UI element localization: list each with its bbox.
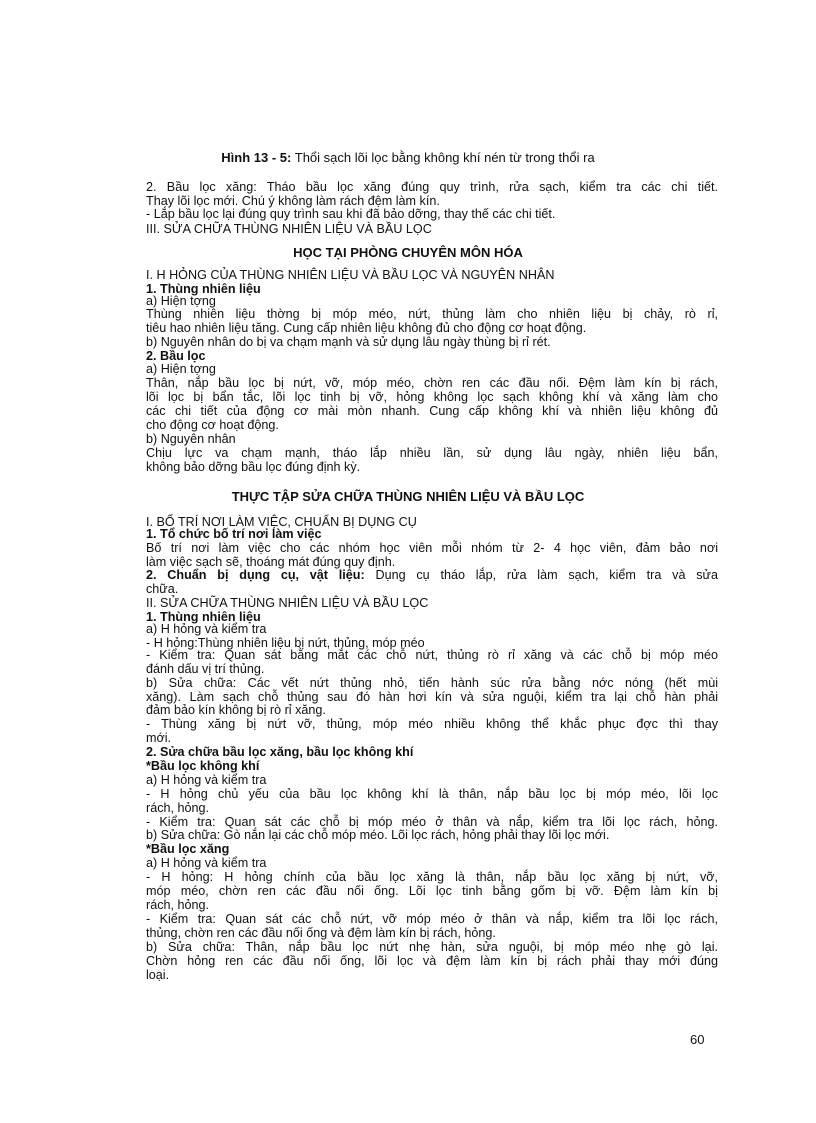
figure-caption — [0, 151, 816, 166]
text-line: 1. Thùng nhiên liệu — [146, 282, 261, 296]
text-line: Thân, nắp bầu lọc bị nứt, vỡ, móp méo, chờn ren các đầu nối. Đệm làm kín bị rách, — [146, 376, 718, 390]
text-line: *Bầu lọc xăng — [146, 842, 230, 856]
text-line: Bố trí nơi làm việc cho các nhóm học viên mỗi nhóm từ 2- 4 học viên, đảm bảo nơi — [146, 541, 718, 555]
text-line: b) Nguyên nhân — [146, 432, 236, 446]
text-line: - Kiểm tra: Quan sát bằng mắt các chỗ nứt, thủng rò rỉ xăng và các chỗ bị móp méo — [146, 648, 718, 662]
text-line: - Kiểm tra: Quan sát các chỗ bị móp méo ở thân và nắp, kiểm tra lõi lọc rách, hỏng. — [146, 815, 718, 829]
text-line: *Bầu lọc không khí — [146, 759, 260, 773]
figure-caption-text: Thổi sạch lõi lọc bằng không khí nén từ trong thổi ra — [291, 150, 595, 165]
page-number: 60 — [690, 1032, 705, 1047]
text-line: cho động cơ hoạt động. — [146, 418, 279, 432]
text-line: - H hỏng chủ yếu của bầu lọc không khí là thân, nắp bầu lọc bị móp méo, lõi lọc — [146, 787, 718, 801]
text-line: 2. Sửa chữa bầu lọc xăng, bầu lọc không khí — [146, 745, 414, 759]
text-line: mới. — [146, 731, 172, 745]
text-line: móp méo, chờn ren các đầu nối ống. Lõi lọc tinh bằng gốm bị vỡ. Đệm làm kín bị — [146, 884, 718, 898]
text-line: a) Hiện tợng — [146, 362, 216, 376]
figure-caption-label: Hình 13 - 5: — [221, 150, 292, 165]
text-line: Thùng nhiên liệu thờng bị móp méo, nứt, thủng làm cho nhiên liệu bị chảy, rò rỉ, — [146, 307, 718, 321]
text-line: a) H hỏng và kiểm tra — [146, 856, 267, 870]
text-line: Thay lõi lọc mới. Chú ý không làm rách đệm làm kín. — [146, 194, 440, 208]
text-line: - Thùng xăng bị nứt vỡ, thủng, móp méo nhiều không thể khắc phục đợc thì thay — [146, 717, 718, 731]
text-line: III. SỬA CHỮA THÙNG NHIÊN LIỆU VÀ BẦU LỌC — [146, 222, 432, 236]
text-line: b) Nguyên nhân do bị va chạm mạnh và sử dụng lâu ngày thùng bị rỉ rét. — [146, 335, 551, 349]
text-line: a) H hỏng và kiểm tra — [146, 773, 267, 787]
text-line: - H hỏng: H hỏng chính của bầu lọc xăng là thân, nắp bầu lọc xăng bị nứt, vỡ, — [146, 870, 718, 884]
text-line: lõi lọc bị bẩn tắc, lõi lọc tinh bị vỡ, hỏng không lọc sạch không khí và xăng làm cho — [146, 390, 718, 404]
text-line: I. BỐ TRÍ NƠI LÀM VIỆC, CHUẨN BỊ DỤNG CỤ — [146, 515, 417, 529]
section-heading-2: THỰC TẬP SỬA CHỮA THÙNG NHIÊN LIỆU VÀ BẦU LỌC — [231, 489, 585, 504]
text-line-bold: 2. Chuẩn bị dụng cụ, vật liệu: — [146, 568, 365, 582]
text-line: 1. Tổ chức bố trí nơi làm việc — [146, 527, 322, 541]
text-line — [146, 568, 718, 583]
text-line: a) Hiện tợng — [146, 294, 216, 308]
text-line: thủng, chờn ren các đầu nối ống và đệm làm kín bị rách, hỏng. — [146, 926, 496, 940]
text-line: rách, hỏng. — [146, 898, 210, 912]
text-line: đảm bảo kín không bị rò rỉ xăng. — [146, 703, 326, 717]
text-line-rest: Dụng cụ tháo lắp, rửa làm sạch, kiểm tra và sửa — [364, 568, 718, 582]
text-line: không bảo dỡng bầu lọc đúng định kỳ. — [146, 460, 361, 474]
text-line: - Lắp bầu lọc lại đúng quy trình sau khi đã bảo dỡng, thay thế các chi tiết. — [146, 207, 556, 221]
text-line: I. H HỎNG CỦA THÙNG NHIÊN LIỆU VÀ BẦU LỌC VÀ NGUYÊN NHÂN — [146, 268, 555, 282]
text-line: a) H hỏng và kiểm tra — [146, 622, 267, 636]
text-line: - Kiểm tra: Quan sát các chỗ nứt, vỡ móp méo ở thân và nắp, kiểm tra lõi lọc rách, — [146, 912, 718, 926]
text-line: Chịu lực va chạm mạnh, tháo lắp nhiều lần, sử dụng lâu ngày, nhiên liệu bẩn, — [146, 446, 718, 460]
text-line: 1. Thùng nhiên liệu — [146, 610, 261, 624]
text-line: các chi tiết của động cơ mài mòn nhanh. Cung cấp không khí và nhiên liệu không đủ — [146, 404, 718, 418]
text-line: b) Sửa chữa: Gò nắn lại các chỗ móp méo. Lõi lọc rách, hỏng phải thay lõi lọc mới. — [146, 828, 610, 842]
text-line: b) Sửa chữa: Thân, nắp bầu lọc nứt nhẹ hàn, sửa nguội, bị móp méo nhẹ gò lại. — [146, 940, 718, 954]
text-line: Chờn hỏng ren các đầu nối ống, lõi lọc và đệm làm kín bị rách phải thay mới đúng — [146, 954, 718, 968]
section-heading-1: HỌC TẠI PHÒNG CHUYÊN MÔN HÓA — [293, 245, 523, 260]
text-line: rách, hỏng. — [146, 801, 210, 815]
text-line: xăng). Làm sạch chỗ thủng sau đó hàn hơi kín và sửa nguội, kiểm tra lại chỗ hàn phải — [146, 690, 718, 704]
text-line: II. SỬA CHỮA THÙNG NHIÊN LIỆU VÀ BẦU LỌC — [146, 596, 429, 610]
text-line: tiêu hao nhiên liệu tăng. Cung cấp nhiên liệu không đủ cho động cơ hoạt động. — [146, 321, 587, 335]
text-line: - H hỏng:Thùng nhiên liệu bị nứt, thủng, móp méo — [146, 636, 425, 650]
text-line: 2. Bầu lọc xăng: Tháo bầu lọc xăng đúng quy trình, rửa sạch, kiểm tra các chi tiết. — [146, 180, 718, 194]
text-line: đánh dấu vị trí thủng. — [146, 662, 265, 676]
text-line: chữa. — [146, 582, 179, 596]
text-line: loại. — [146, 968, 170, 982]
text-line: b) Sửa chữa: Các vết nứt thủng nhỏ, tiến hành súc rửa bằng nớc nóng (hết mùi — [146, 676, 718, 690]
text-line: 2. Bầu lọc — [146, 349, 206, 363]
text-line: làm việc sạch sẽ, thoáng mát đúng quy định. — [146, 555, 396, 569]
